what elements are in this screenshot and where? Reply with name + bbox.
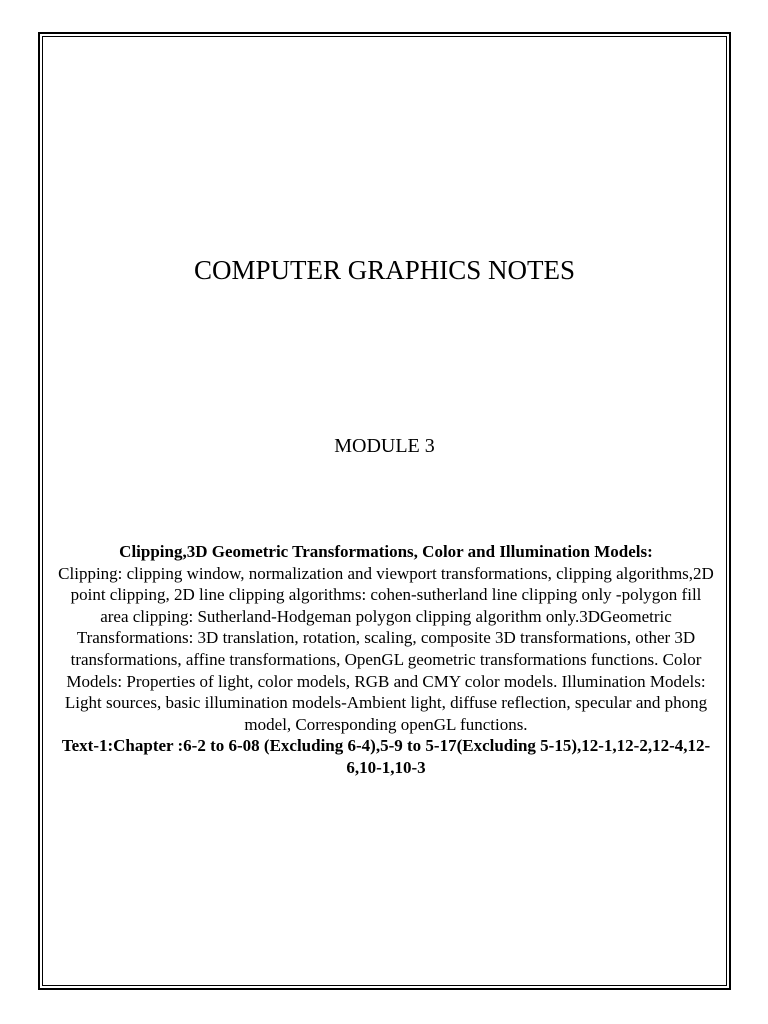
module-heading: MODULE 3 xyxy=(334,435,435,457)
page-border-inner xyxy=(42,36,727,986)
syllabus-section xyxy=(56,541,716,779)
syllabus-body: Clipping: clipping window, normalization and viewport transformations, clipping algorithms,2D point clipping, 2D line clipping algorithms: cohen-sutherland line clipping only -polygon fill area clipping: Sutherland-Hodgeman polygon clipping algorithm only.3DGeometric Transformations: 3D translation, rotation, scaling, composite 3D transformations, other 3D transformations, affine transformations, OpenGL geometric transformations functions. Color Models: Properties of light, color models, RGB and CMY color models. Illumination Models: Light sources, basic illumination models-Ambient light, diffuse reflection, specular and phong model, Corresponding openGL functions. xyxy=(58,563,714,734)
document-title: COMPUTER GRAPHICS NOTES xyxy=(193,255,576,285)
syllabus-reference: Text-1:Chapter :6-2 to 6-08 (Excluding 6-4),5-9 to 5-17(Excluding 5-15),12-1,12-2,12-4,12-6,10-1,10-3 xyxy=(61,736,711,777)
syllabus-heading: Clipping,3D Geometric Transformations, Color and Illumination Models: xyxy=(119,542,653,561)
